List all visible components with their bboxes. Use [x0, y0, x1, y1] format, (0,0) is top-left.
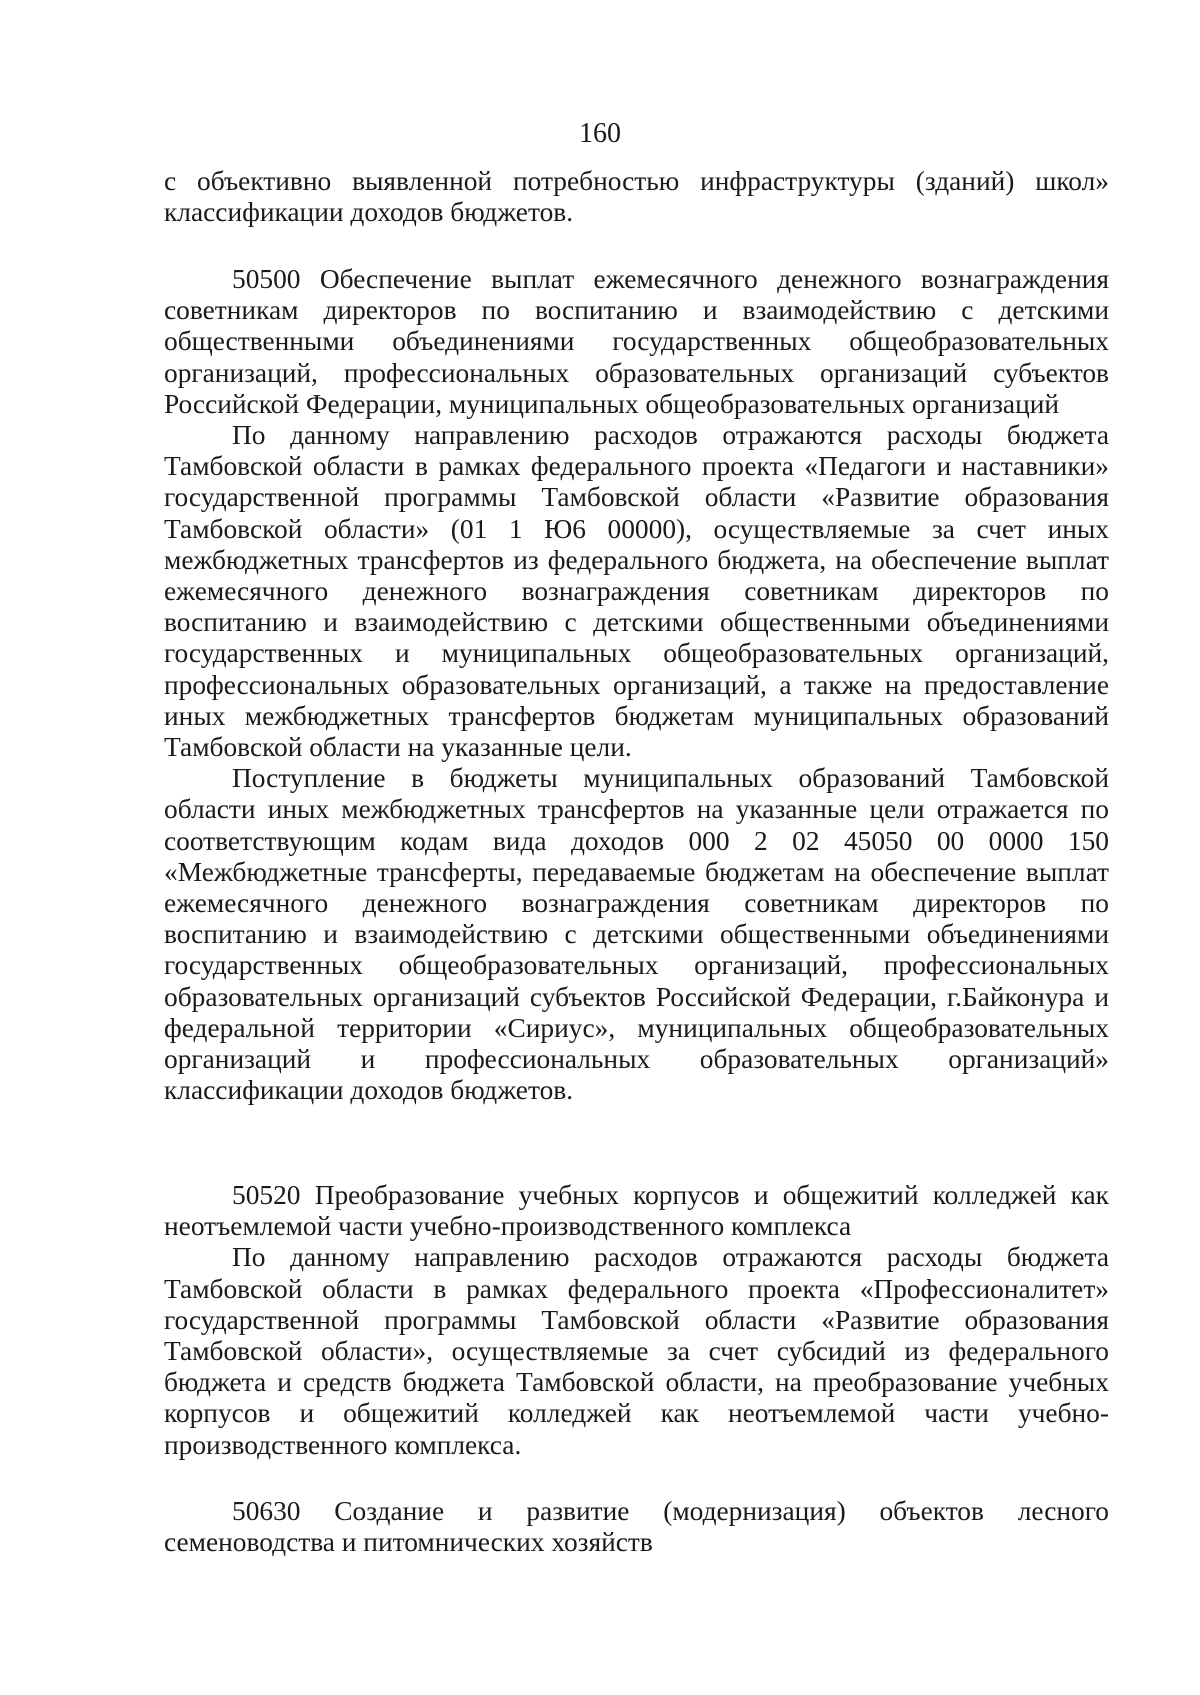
section-heading: 50520 Преобразование учебных корпусов и общежитий колледжей как неотъемлемой части учебно-производственного комплекса [164, 1180, 1109, 1242]
section-paragraph: Поступление в бюджеты муниципальных образований Тамбовской области иных межбюджетных трансфертов на указанные цели отражается по соответствующим кодам вида доходов 000 2 02 45050 00 0000 150 «Межбюджетные трансферты, передаваемые бюджетам на обеспечение выплат ежемесячного денежного вознаграждения советникам директоров по воспитанию и взаимодействию с детскими общественными объединениями государственных общеобразовательных организаций, профессиональных образовательных организаций субъектов Российской Федерации, г.Байконура и федеральной территории «Сириус», муниципальных общеобразовательных организаций и профессиональных образовательных организаций» классификации доходов бюджетов. [164, 763, 1109, 1106]
page-number: 160 [579, 118, 621, 149]
section-50520 [164, 1180, 1109, 1461]
section-50500 [164, 264, 1109, 1106]
intro-paragraph: с объективно выявленной потребностью инфраструктуры (зданий) школ» классификации доходов бюджетов. [164, 166, 1109, 228]
section-heading: 50500 Обеспечение выплат ежемесячного денежного вознаграждения советникам директоров по воспитанию и взаимодействию с детскими общественными объединениями государственных общеобразовательных организаций, профессиональных образовательных организаций субъектов Российской Федерации, муниципальных общеобразовательных организаций [164, 264, 1109, 419]
section-paragraph: По данному направлению расходов отражаются расходы бюджета Тамбовской области в рамках федерального проекта «Профессионалитет» государственной программы Тамбовской области «Развитие образования Тамбовской области», осуществляемые за счет субсидий из федерального бюджета и средств бюджета Тамбовской области, на преобразование учебных корпусов и общежитий колледжей как неотъемлемой части учебно-производственного комплекса. [164, 1242, 1109, 1460]
intro-block [164, 166, 1109, 228]
section-heading: 50630 Создание и развитие (модернизация) объектов лесного семеноводства и питомнических хозяйств [164, 1496, 1109, 1558]
section-paragraph: По данному направлению расходов отражаются расходы бюджета Тамбовской области в рамках федерального проекта «Педагоги и наставники» государственной программы Тамбовской области «Развитие образования Тамбовской области» (01 1 Ю6 00000), осуществляемые за счет иных межбюджетных трансфертов из федерального бюджета, на обеспечение выплат ежемесячного денежного вознаграждения советникам директоров по воспитанию и взаимодействию с детскими общественными объединениями государственных и муниципальных общеобразовательных организаций, профессиональных образовательных организаций, а также на предоставление иных межбюджетных трансфертов бюджетам муниципальных образований Тамбовской области на указанные цели. [164, 420, 1109, 763]
section-50630 [164, 1496, 1109, 1558]
